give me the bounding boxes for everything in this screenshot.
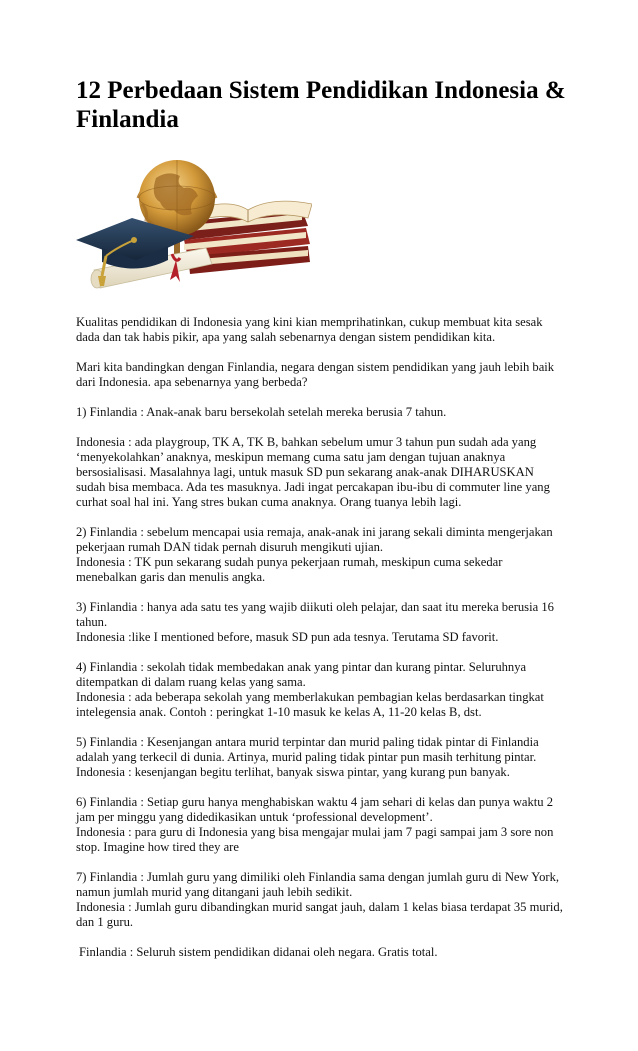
point-5-finlandia: 5) Finlandia : Kesenjangan antara murid terpintar dan murid paling tidak pintar di Finlandia adalah yang terkecil di dunia. Artinya, murid paling tidak pintar pun masih terhitung pintar. [76,735,539,764]
point-4-finlandia: 4) Finlandia : sekolah tidak membedakan anak yang pintar dan kurang pintar. Seluruhnya ditempatkan di dalam ruang kelas yang sama. [76,660,527,689]
paragraph-comparison: Mari kita bandingkan dengan Finlandia, negara dengan sistem pendidikan yang jauh lebih baik dari Indonesia. apa sebenarnya yang berbeda? [76,360,555,389]
paragraph-point-1-indonesia: Indonesia : ada playgroup, TK A, TK B, bahkan sebelum umur 3 tahun pun sudah ada yang ‘menyekolahkan’ anaknya, meskipun memang cuma satu jam dengan tujuan anaknya bersosialisasi. Masalahnya lagi, untuk masuk SD pun sekarang anak-anak DIHARUSKAN sudah bisa membaca. Ada tes masuknya. Jadi ingat percakapan ibu-ibu di commuter line yang curhat soal hal ini. Yang stres bukan cuma anaknya. Orang tuanya lebih lagi. [76,435,550,509]
point-6-indonesia: Indonesia : para guru di Indonesia yang bisa mengajar mulai jam 7 pagi sampai jam 3 sore non stop. Imagine how tired they are [76,825,554,854]
education-illustration [76,152,312,302]
point-4-indonesia: Indonesia : ada beberapa sekolah yang memberlakukan pembagian kelas berdasarkan tingkat intelegensia anak. Contoh : peringkat 1-10 masuk ke kelas A, 11-20 kelas B, dst. [76,690,544,719]
point-2 [76,525,566,585]
paragraph-point-1-finlandia: 1) Finlandia : Anak-anak baru bersekolah setelah mereka berusia 7 tahun. [76,405,447,419]
point-6-finlandia: 6) Finlandia : Setiap guru hanya menghabiskan waktu 4 jam sehari di kelas dan punya waktu 2 jam per minggu yang didedikasikan untuk ‘professional development’. [76,795,554,824]
point-2-finlandia: 2) Finlandia : sebelum mencapai usia remaja, anak-anak ini jarang sekali diminta mengerjakan pekerjaan rumah DAN tidak pernah disuruh mengikuti ujian. [76,525,553,554]
point-7 [76,870,566,930]
point-2-indonesia: Indonesia : TK pun sekarang sudah punya pekerjaan rumah, meskipun cuma sekedar menebalkan garis dan menulis angka. [76,555,503,584]
point-7-finlandia: 7) Finlandia : Jumlah guru yang dimiliki oleh Finlandia sama dengan jumlah guru di New York, namun jumlah murid yang ditangani jauh lebih sedikit. [76,870,560,899]
point-3-finlandia: 3) Finlandia : hanya ada satu tes yang wajib diikuti oleh pelajar, dan saat itu mereka berusia 16 tahun. [76,600,554,629]
paragraph-funding: Finlandia : Seluruh sistem pendidikan didanai oleh negara. Gratis total. [79,945,438,959]
point-4 [76,660,566,720]
point-3 [76,600,566,645]
point-5 [76,735,566,780]
article-body [76,315,566,975]
page-title: 12 Perbedaan Sistem Pendidikan Indonesia & Finlandia [76,77,566,133]
paragraph-intro: Kualitas pendidikan di Indonesia yang kini kian memprihatinkan, cukup membuat kita sesak dada dan tak habis pikir, apa yang salah sebenarnya dengan sistem pendidikan kita. [76,315,543,344]
point-7-indonesia: Indonesia : Jumlah guru dibandingkan murid sangat jauh, dalam 1 kelas biasa terdapat 35 murid, dan 1 guru. [76,900,563,929]
point-3-indonesia: Indonesia :like I mentioned before, masuk SD pun ada tesnya. Terutama SD favorit. [76,630,499,644]
point-6 [76,795,566,855]
point-5-indonesia: Indonesia : kesenjangan begitu terlihat, banyak siswa pintar, yang kurang pun banyak. [76,765,510,779]
